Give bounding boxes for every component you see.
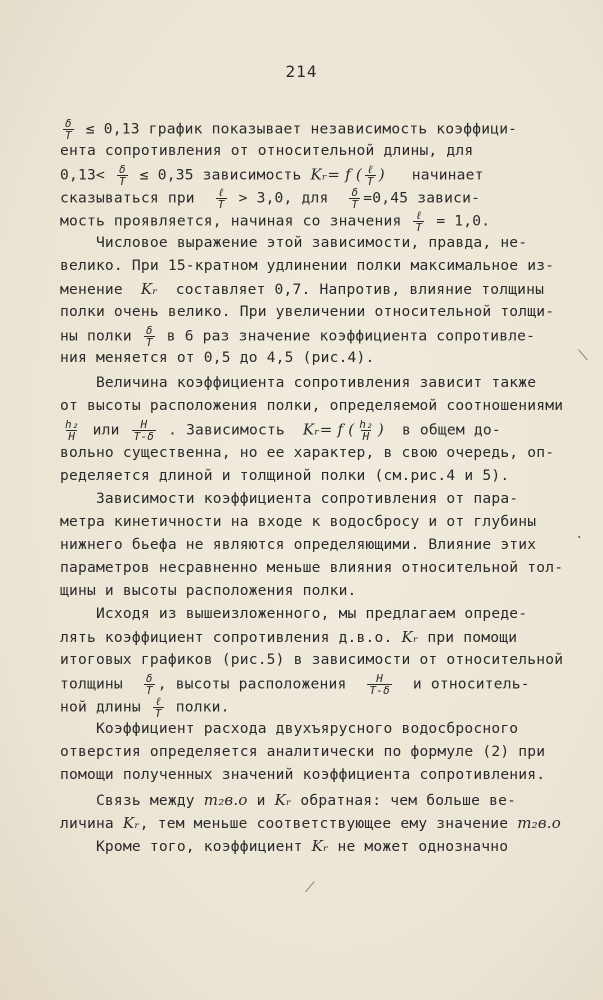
text-line: мость проявляется, начиная со значения $\frac{\text{ℓ}}{T}$ = 1,0. [60,209,491,234]
text-line: отверстия определяется аналитически по формуле (2) при [60,743,546,760]
text-line: Зависимости коэффициента сопротивления от пара- [60,490,519,507]
text-line: ния меняется от 0,5 до 4,5 (рис.4). [60,349,375,366]
text-line: полки очень велико. При увеличении относительной толщи- [60,303,555,320]
text-line: ной длины $\frac{\text{ℓ}}{T}$ полки. [60,695,230,720]
margin-pencil-mark: ⟍ [578,348,588,364]
text-line: Исходя из вышеизложенного, мы предлагаем опреде- [60,605,528,622]
fraction-l-over-t: $\frac{\text{ℓ}}{T}$ [415,209,423,234]
text-line: Связь между m₂в.о и Kᵣ обратная: чем больше ве- [60,791,517,809]
text-line: Числовое выражение этой зависимости, правда, не- [60,234,528,251]
text-line: велико. При 15-кратном удлинении полки максимальное из- [60,257,555,274]
text-line: Коэффициент расхода двухъярусного водосбросного [60,720,519,737]
text-line: $\frac{\text{h₂}}{H}$ или $\frac{H}{T-\delta}$ . Зависимость Kᵣ= f ( $\frac{\text{h₂}}{H}$ ) в общем до- [65,418,501,443]
text-line: от высоты расположения полки, определяемой соотношениями [60,397,564,414]
fraction-h2-over-h: $\frac{\text{h₂}}{H}$ [359,418,373,443]
fraction-delta-over-t: $\frac{\delta}{T}$ [145,672,153,697]
fraction-h-over-t-minus-delta: $\frac{H}{T-\delta}$ [369,672,390,697]
text-line: помощи полученных значений коэффициента сопротивления. [60,766,546,783]
fraction-l-over-t: $\frac{\text{ℓ}}{T}$ [217,186,225,211]
fraction-l-over-t: $\frac{\text{ℓ}}{T}$ [154,695,162,720]
text-line: ны полки $\frac{\delta}{T}$ в 6 раз значение коэффициента сопротивле- [60,324,536,349]
fraction-delta-over-t: $\frac{\delta}{T}$ [118,163,126,188]
text-line: нижнего бьефа не являются определяющими. Влияние этих [60,536,537,553]
fraction-delta-over-t: $\frac{\delta}{T}$ [65,117,72,142]
fraction-delta-over-t: $\frac{\delta}{T}$ [145,324,153,349]
text-line: толщины $\frac{\delta}{T}$ , высоты расположения $\frac{H}{T-\delta}$ и относитель- [60,672,530,697]
text-line: ента сопротивления от относительной длины, для [60,142,474,159]
fraction-l-over-t: $\frac{\text{ℓ}}{T}$ [366,163,374,188]
text-line: Величина коэффициента сопротивления зависит также [60,374,537,391]
text-line: Кроме того, коэффициент Kᵣ не может однозначно [60,837,509,855]
text-line: 0,13< $\frac{\delta}{T}$ ≤ 0,35 зависимость Kᵣ= f ( $\frac{\text{ℓ}}{T}$ ) начинает [60,163,484,188]
text-line: личина Kᵣ, тем меньше соответствующее ему значение m₂в.о [60,814,561,832]
page-number: 214 [285,62,318,81]
text-line: итоговых графиков (рис.5) в зависимости от относительной [60,651,564,668]
text-line: сказываться при $\frac{\text{ℓ}}{T}$ > 3,0, для $\frac{\delta}{T}$ =0,45 зависи- [60,186,481,211]
fraction-delta-over-t: $\frac{\delta}{T}$ [351,186,359,211]
text-line: ределяется длиной и толщиной полки (см.рис.4 и 5). [60,467,510,484]
text-line: менение Kᵣ составляет 0,7. Напротив, влияние толщины [60,280,545,298]
text-line: $\frac{\delta}{T}$ ≤ 0,13 график показывает независимость коэффици- [65,117,518,142]
text-line: параметров несравненно меньше влияния относительной тол- [60,559,564,576]
fraction-h-over-t-minus-delta: $\frac{H}{T-\delta}$ [133,418,155,443]
text-line: вольно существенна, но ее характер, в свою очередь, оп- [60,444,555,461]
text-line: щины и высоты расположения полки. [60,582,357,599]
text-line: метра кинетичности на входе к водосбросу и от глубины [60,513,537,530]
page-pencil-mark: ⟋ [305,880,315,896]
margin-pencil-mark: · [575,530,584,546]
text-line: лять коэффициент сопротивления д.в.о. Kᵣ при помощи [60,628,518,646]
fraction-h2-over-h: $\frac{\text{h₂}}{H}$ [65,418,79,443]
